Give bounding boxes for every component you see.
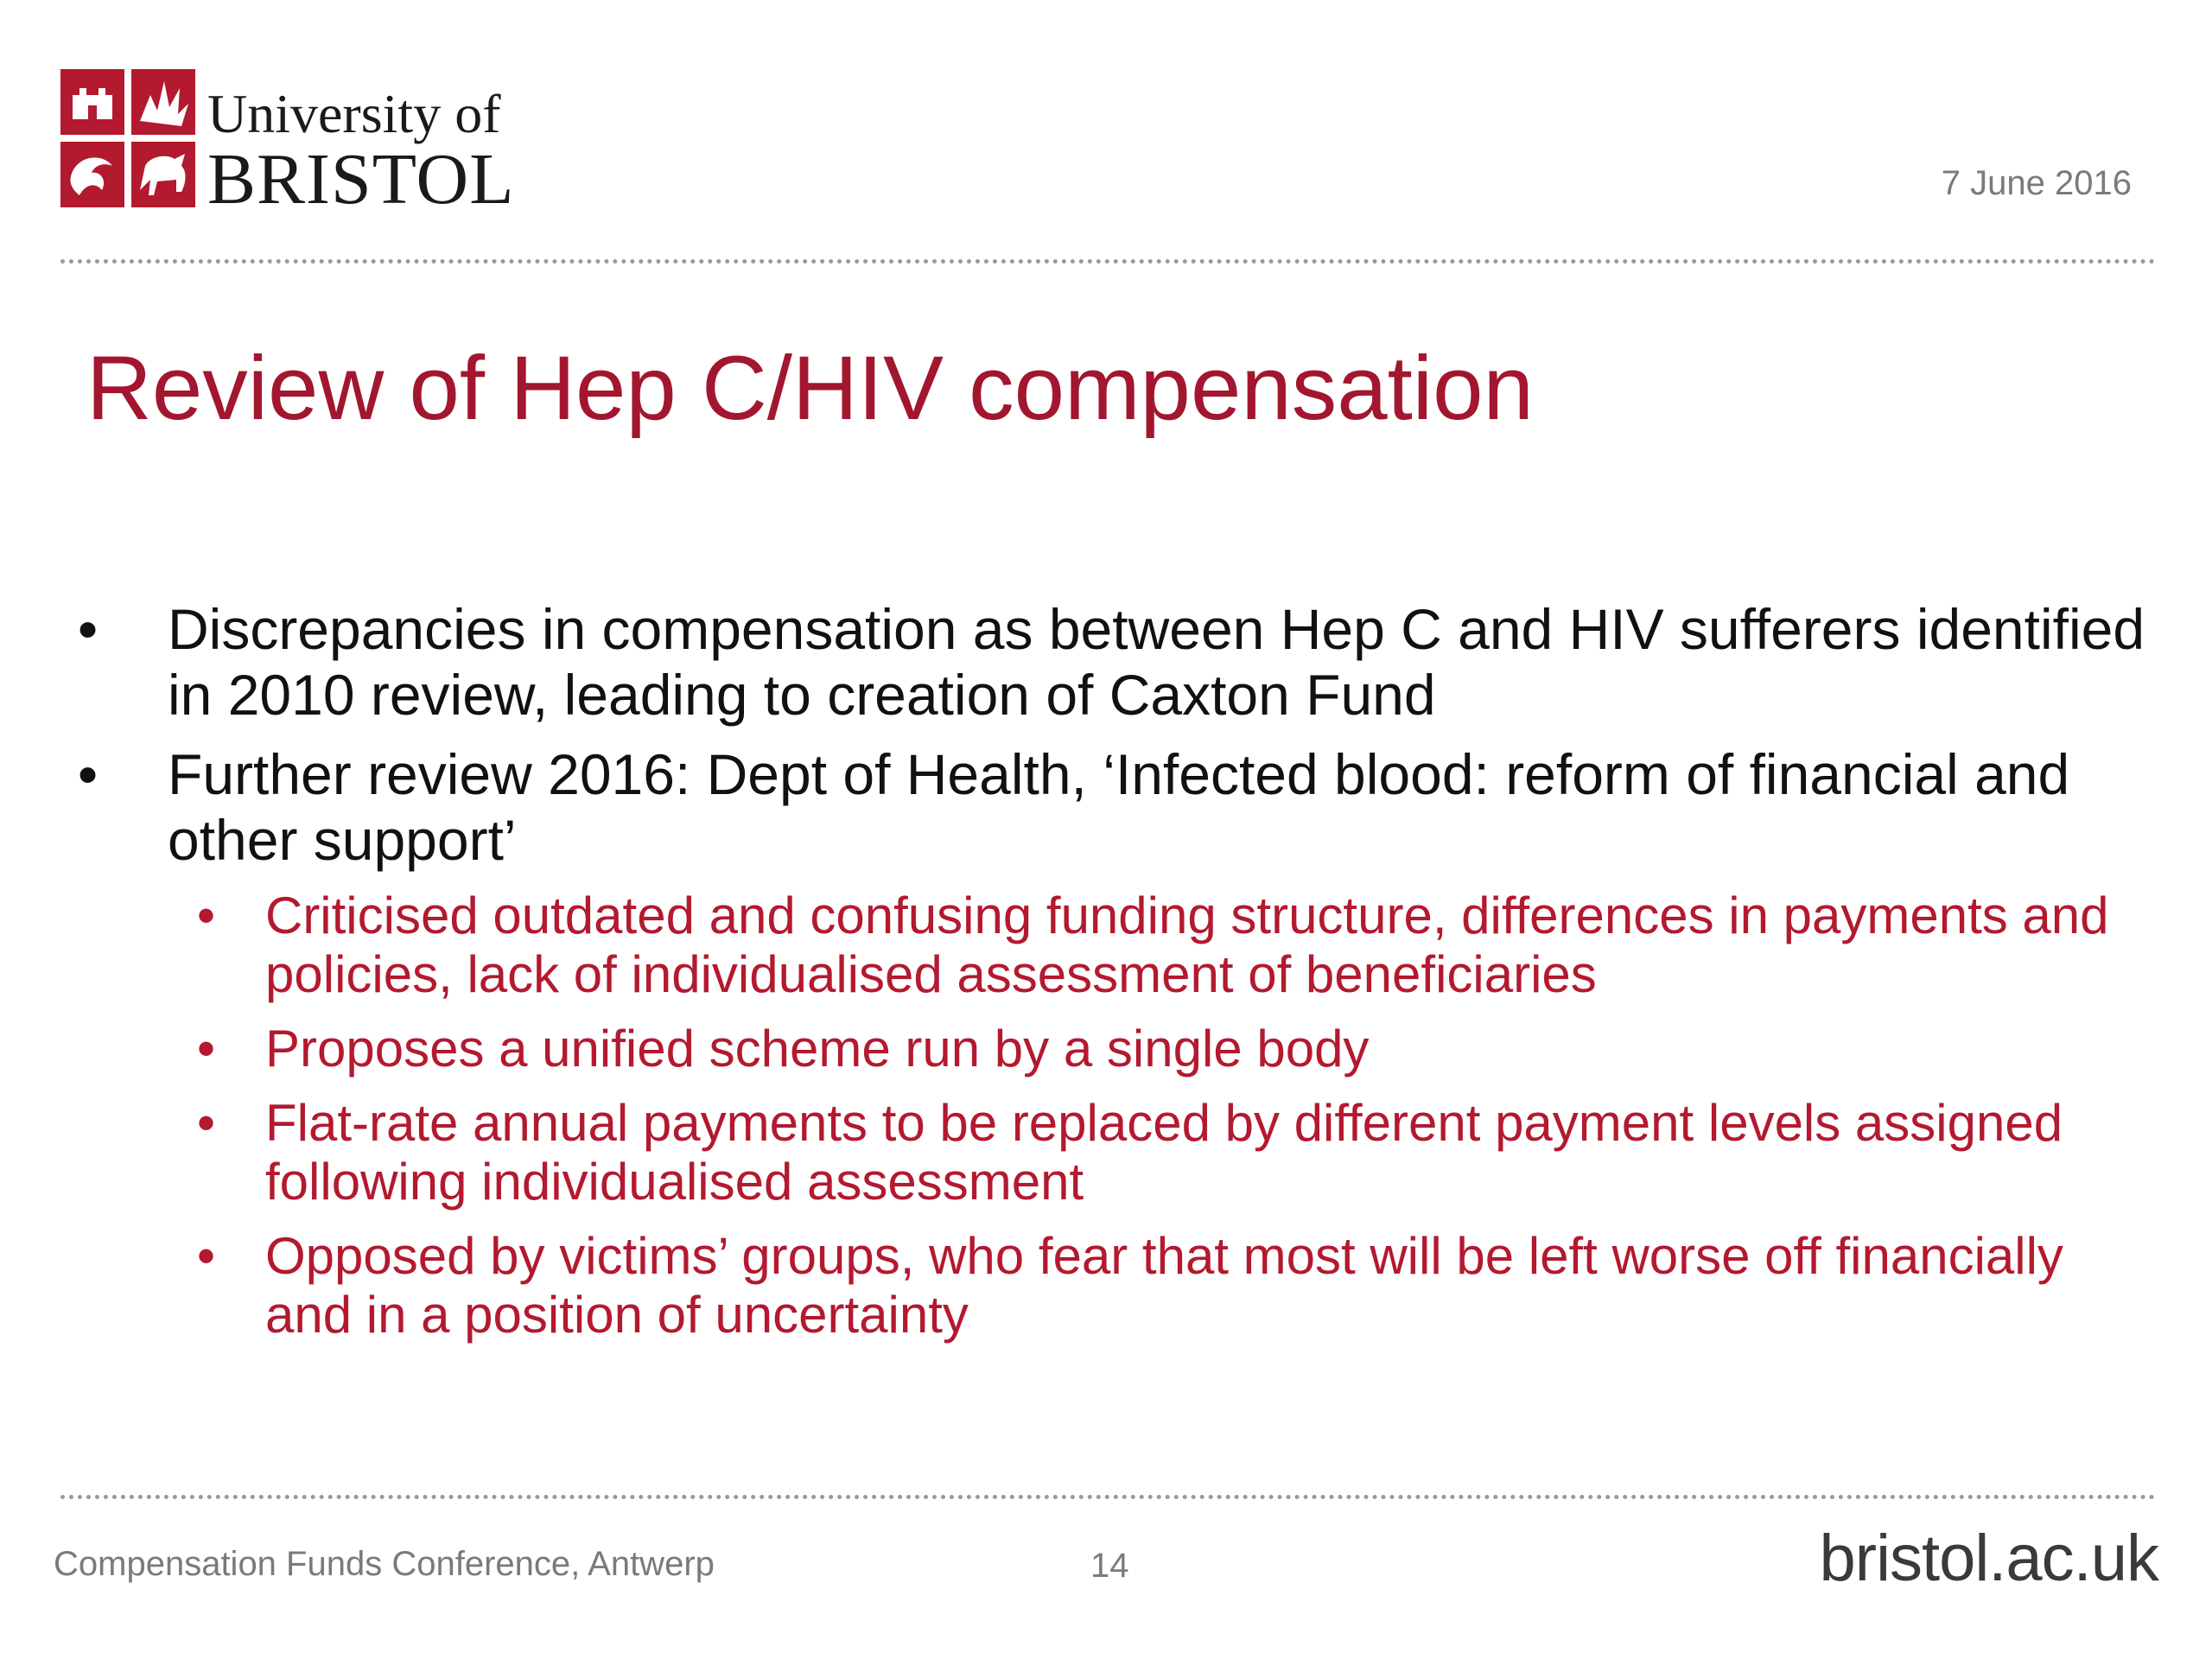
sub-bullet-marker: •: [197, 887, 216, 944]
bullet-text: Discrepancies in compensation as between Hep C and HIV sufferers identified in 2010 review, leading to creation of Caxton Fund: [168, 597, 2145, 727]
logo-line-university-of: University of: [207, 83, 501, 144]
sub-bullet-item: [78, 887, 2152, 1004]
sub-bullet-marker: •: [197, 1094, 216, 1152]
logo-line-bristol: BRISTOL: [207, 139, 515, 219]
bullet-text: Further review 2016: Dept of Health, ‘Infected blood: reform of financial and other support’: [168, 742, 2070, 872]
bullet-item: [78, 741, 2152, 873]
bullet-list: [78, 596, 2152, 1360]
footer-conference-name: Compensation Funds Conference, Antwerp: [54, 1545, 715, 1583]
sub-bullet-item: [78, 1020, 2152, 1078]
slide-date: 7 June 2016: [1941, 164, 2132, 202]
sub-bullet-item: [78, 1094, 2152, 1211]
sub-bullet-marker: •: [197, 1227, 216, 1285]
header-divider: [60, 259, 2156, 264]
footer-website: bristol.ac.uk: [1819, 1522, 2158, 1595]
page-number: 14: [1090, 1547, 1129, 1585]
footer-divider: [60, 1495, 2156, 1499]
sub-bullet-item: [78, 1227, 2152, 1344]
university-logo: [60, 69, 544, 219]
bullet-marker: •: [78, 597, 99, 661]
bullet-marker: •: [78, 742, 99, 806]
university-crest-icon: [60, 69, 195, 207]
sub-bullet-text: Proposes a unified scheme run by a single body: [265, 1020, 1370, 1077]
sub-bullet-marker: •: [197, 1020, 216, 1077]
sub-bullet-text: Flat-rate annual payments to be replaced by different payment levels assigned following individualised assessment: [265, 1094, 2063, 1211]
bullet-item: [78, 596, 2152, 728]
sub-bullet-text: Opposed by victims’ groups, who fear that most will be left worse off financially and in a position of uncertainty: [265, 1227, 2063, 1344]
slide-title: Review of Hep C/HIV compensation: [86, 338, 1534, 439]
sub-bullet-text: Criticised outdated and confusing funding structure, differences in payments and policies, lack of individualised assessment of beneficiaries: [265, 887, 2109, 1003]
